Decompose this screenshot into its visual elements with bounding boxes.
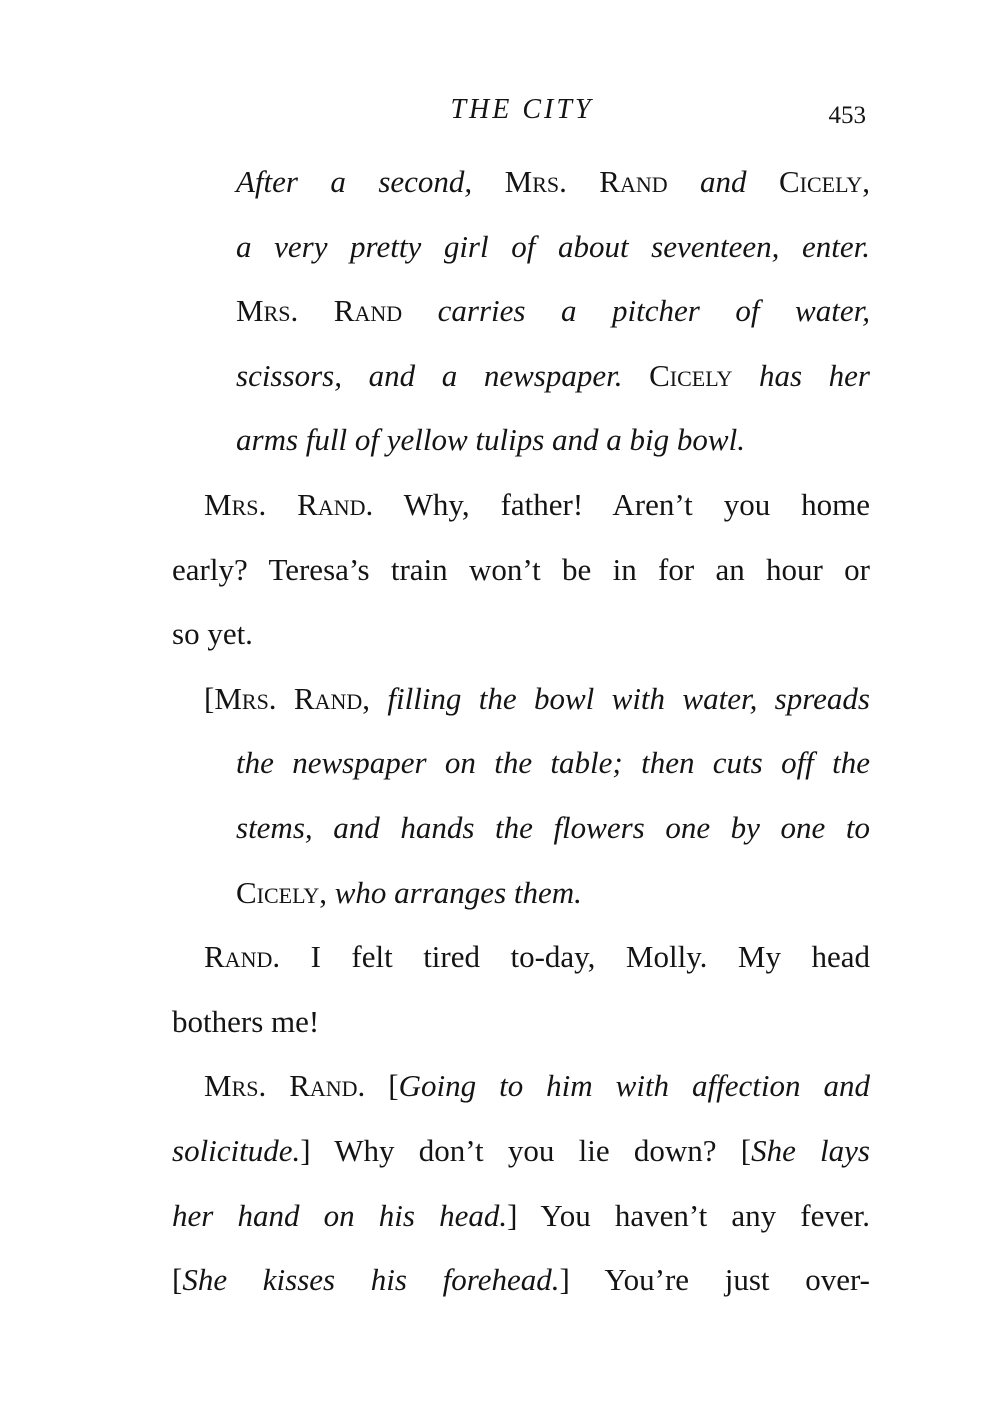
stage-direction-line	[172, 150, 870, 215]
page-number: 453	[828, 102, 866, 129]
dialogue-line: bothers me!	[172, 1003, 320, 1039]
stage-direction-line: arms full of yellow tulips and a big bowl.	[236, 422, 745, 458]
stage-direction-line	[172, 861, 870, 926]
text-run: Going to him with affection and	[398, 1068, 870, 1104]
text-run: ] You haven’t any fever.	[507, 1197, 870, 1233]
text-run: Why, father! Aren’t you home	[373, 486, 870, 522]
text-run: filling the bowl with water, spreads	[370, 680, 870, 716]
text-run: ] You’re just over-	[559, 1262, 870, 1298]
stage-direction-line: stems, and hands the flowers one by one to	[236, 809, 870, 845]
dialogue-line	[172, 1184, 870, 1249]
character-name: Cicely	[649, 357, 733, 393]
character-name: Mrs. Rand	[236, 293, 403, 329]
text-run: I felt tired to-day, Molly. My head	[280, 939, 870, 975]
body-text	[172, 150, 870, 1313]
speaker-name: Mrs. Rand.	[204, 1068, 366, 1104]
dialogue-line	[172, 1248, 870, 1313]
dialogue-line	[172, 1119, 870, 1184]
text-run: carries a pitcher of water,	[402, 293, 870, 329]
text-run: She kisses his forehead.	[182, 1262, 560, 1298]
text-run: her hand on his head.	[172, 1197, 508, 1233]
stage-direction-line	[172, 344, 870, 409]
running-title: THE CITY	[450, 94, 594, 125]
character-name: Cicely,	[236, 874, 327, 910]
character-name: Mrs. Rand	[504, 164, 668, 199]
character-name: Mrs. Rand,	[214, 680, 370, 716]
bracket: [	[204, 680, 215, 716]
text-run: and	[667, 164, 779, 199]
stage-direction-line: a very pretty girl of about seventeen, enter.	[236, 228, 870, 264]
text-run: scissors, and a newspaper.	[236, 357, 650, 393]
text-run: solicitude.	[172, 1132, 301, 1168]
stage-direction-line	[172, 279, 870, 344]
dialogue-line: so yet.	[172, 616, 253, 652]
text-run: has her	[732, 357, 870, 393]
text-run: She lays	[751, 1132, 870, 1168]
bracket: [	[172, 1262, 183, 1298]
dialogue-line	[172, 925, 870, 990]
speaker-name: Rand.	[204, 939, 281, 975]
text-run: ] Why don’t you lie down? [	[300, 1132, 752, 1168]
text-run: After a second,	[236, 164, 505, 199]
stage-direction-line: the newspaper on the table; then cuts off the	[236, 745, 870, 781]
text-run: who arranges them.	[327, 874, 582, 910]
text-run: [	[365, 1068, 399, 1104]
running-head	[172, 92, 872, 132]
speaker-name: Mrs. Rand.	[204, 486, 374, 522]
dialogue-line: early? Teresa’s train won’t be in for an hour or	[172, 551, 870, 587]
character-name: Cicely,	[779, 164, 870, 199]
dialogue-line	[172, 473, 870, 538]
stage-direction-line	[172, 667, 870, 732]
dialogue-line	[172, 1054, 870, 1119]
